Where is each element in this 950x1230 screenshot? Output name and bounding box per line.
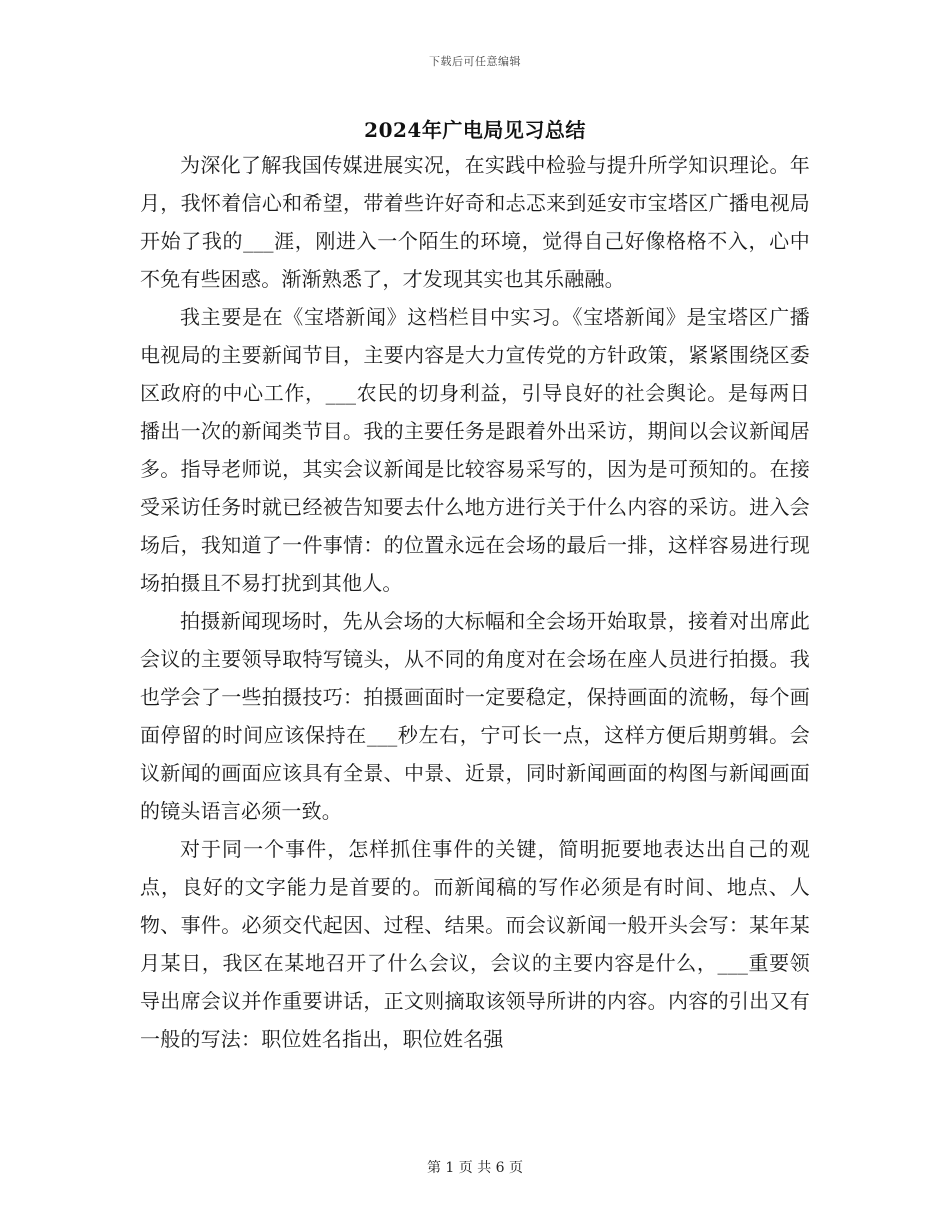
- document-title: 2024年广电局见习总结: [364, 118, 586, 142]
- paragraph-1: 为深化了解我国传媒进展实况，在实践中检验与提升所学知识理论。年月，我怀着信心和希望，带着些许好奇和忐忑来到延安市宝塔区广播电视局开始了我的___涯，刚进入一个陌生的环境，觉得自己好像格格不入，心中不免有些困惑。渐渐熟悉了，才发现其实也其乐融融。: [140, 153, 810, 291]
- header-note: 下载后可任意编辑: [429, 55, 521, 68]
- paragraph-4: 对于同一个事件，怎样抓住事件的关键，简明扼要地表达出自己的观点，良好的文字能力是首要的。而新闻稿的写作必须是有时间、地点、人物、事件。必须交代起因、过程、结果。而会议新闻一般开头会写：某年某月某日，我区在某地召开了什么会议，会议的主要内容是什么，___重要领导出席会议并作重要讲话，正文则摘取该领导所讲的内容。内容的引出又有一般的写法：职位姓名指出，职位姓名强: [140, 837, 810, 1051]
- page-number: 第 1 页 共 6 页: [426, 1160, 524, 1176]
- paragraph-3: 拍摄新闻现场时，先从会场的大标幅和全会场开始取景，接着对出席此会议的主要领导取特写镜头，从不同的角度对在会场在座人员进行拍摄。我也学会了一些拍摄技巧：拍摄画面时一定要稳定，保持画面的流畅，每个画面停留的时间应该保持在___秒左右，宁可长一点，这样方便后期剪辑。会议新闻的画面应该具有全景、中景、近景，同时新闻画面的构图与新闻画面的镜头语言必须一致。: [140, 609, 810, 823]
- paragraph-2: 我主要是在《宝塔新闻》这档栏目中实习。《宝塔新闻》是宝塔区广播电视局的主要新闻节目，主要内容是大力宣传党的方针政策，紧紧围绕区委区政府的中心工作，___农民的切身利益，引导良好的社会舆论。是每两日播出一次的新闻类节目。我的主要任务是跟着外出采访，期间以会议新闻居多。指导老师说，其实会议新闻是比较容易采写的，因为是可预知的。在接受采访任务时就已经被告知要去什么地方进行关于什么内容的采访。进入会场后，我知道了一件事情：的位置永远在会场的最后一排，这样容易进行现场拍摄且不易打扰到其他人。: [140, 305, 810, 595]
- document-body: [140, 146, 810, 1058]
